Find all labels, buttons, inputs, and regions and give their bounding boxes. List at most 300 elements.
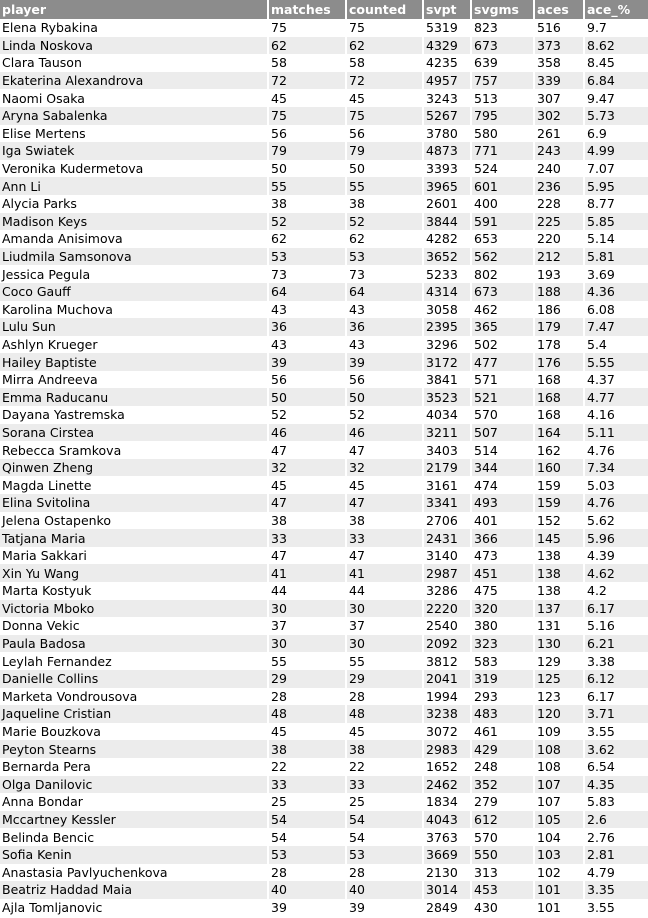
table-row — [0, 406, 648, 424]
cell-svpt: 3523 — [423, 388, 471, 406]
cell-svgms: 451 — [471, 564, 534, 582]
cell-svgms: 514 — [471, 441, 534, 459]
cell-counted: 53 — [346, 846, 423, 864]
table-row — [0, 793, 648, 811]
cell-matches: 30 — [268, 600, 346, 618]
cell-aces: 164 — [534, 424, 584, 442]
table-row — [0, 37, 648, 55]
cell-counted: 32 — [346, 459, 423, 477]
cell-matches: 39 — [268, 353, 346, 371]
cell-player: Linda Noskova — [0, 37, 268, 55]
cell-counted: 37 — [346, 617, 423, 635]
cell-counted: 45 — [346, 89, 423, 107]
cell-aces: 103 — [534, 846, 584, 864]
cell-counted: 41 — [346, 564, 423, 582]
cell-aces: 160 — [534, 459, 584, 477]
cell-counted: 38 — [346, 512, 423, 530]
cell-matches: 40 — [268, 881, 346, 899]
cell-ace-: 5.62 — [584, 512, 648, 530]
cell-aces: 516 — [534, 19, 584, 37]
cell-svpt: 3403 — [423, 441, 471, 459]
cell-svgms: 673 — [471, 283, 534, 301]
cell-counted: 45 — [346, 723, 423, 741]
cell-player: Jelena Ostapenko — [0, 512, 268, 530]
cell-player: Aryna Sabalenka — [0, 107, 268, 125]
cell-svpt: 2220 — [423, 600, 471, 618]
cell-ace-: 3.71 — [584, 705, 648, 723]
cell-ace-: 5.4 — [584, 336, 648, 354]
cell-aces: 236 — [534, 177, 584, 195]
column-header-player: player — [0, 0, 268, 19]
cell-svgms: 313 — [471, 864, 534, 882]
cell-player: Marie Bouzkova — [0, 723, 268, 741]
cell-ace-: 5.85 — [584, 213, 648, 231]
cell-matches: 54 — [268, 811, 346, 829]
cell-svpt: 2706 — [423, 512, 471, 530]
cell-aces: 138 — [534, 547, 584, 565]
table-row — [0, 54, 648, 72]
cell-aces: 243 — [534, 142, 584, 160]
table-row — [0, 494, 648, 512]
cell-player: Mccartney Kessler — [0, 811, 268, 829]
cell-svpt: 2849 — [423, 899, 471, 917]
cell-player: Bernarda Pera — [0, 758, 268, 776]
cell-svgms: 601 — [471, 177, 534, 195]
cell-counted: 45 — [346, 476, 423, 494]
cell-svgms: 673 — [471, 37, 534, 55]
table-row — [0, 230, 648, 248]
cell-aces: 145 — [534, 529, 584, 547]
cell-svgms: 524 — [471, 160, 534, 178]
cell-ace-: 8.45 — [584, 54, 648, 72]
cell-player: Coco Gauff — [0, 283, 268, 301]
cell-ace-: 5.14 — [584, 230, 648, 248]
cell-svgms: 401 — [471, 512, 534, 530]
cell-player: Dayana Yastremska — [0, 406, 268, 424]
cell-svgms: 248 — [471, 758, 534, 776]
table-row — [0, 529, 648, 547]
cell-matches: 30 — [268, 635, 346, 653]
cell-counted: 28 — [346, 864, 423, 882]
cell-svgms: 570 — [471, 828, 534, 846]
cell-ace-: 4.76 — [584, 494, 648, 512]
cell-counted: 33 — [346, 776, 423, 794]
table-row — [0, 301, 648, 319]
cell-ace-: 9.47 — [584, 89, 648, 107]
table-body — [0, 19, 648, 916]
cell-player: Sofia Kenin — [0, 846, 268, 864]
cell-svgms: 802 — [471, 265, 534, 283]
cell-svgms: 653 — [471, 230, 534, 248]
cell-counted: 39 — [346, 899, 423, 917]
cell-svpt: 2431 — [423, 529, 471, 547]
cell-matches: 73 — [268, 265, 346, 283]
cell-counted: 64 — [346, 283, 423, 301]
cell-aces: 107 — [534, 793, 584, 811]
cell-ace-: 4.36 — [584, 283, 648, 301]
cell-matches: 64 — [268, 283, 346, 301]
cell-svpt: 4043 — [423, 811, 471, 829]
table-row — [0, 248, 648, 266]
cell-svpt: 2092 — [423, 635, 471, 653]
cell-svpt: 3072 — [423, 723, 471, 741]
cell-svpt: 3211 — [423, 424, 471, 442]
cell-svpt: 3652 — [423, 248, 471, 266]
cell-counted: 28 — [346, 688, 423, 706]
cell-player: Sorana Cirstea — [0, 424, 268, 442]
cell-matches: 50 — [268, 388, 346, 406]
cell-player: Rebecca Sramkova — [0, 441, 268, 459]
column-header-svpt: svpt — [423, 0, 471, 19]
cell-svgms: 475 — [471, 582, 534, 600]
cell-svgms: 771 — [471, 142, 534, 160]
cell-svpt: 1652 — [423, 758, 471, 776]
cell-matches: 45 — [268, 476, 346, 494]
cell-player: Magda Linette — [0, 476, 268, 494]
cell-svpt: 3669 — [423, 846, 471, 864]
table-row — [0, 89, 648, 107]
cell-player: Elena Rybakina — [0, 19, 268, 37]
table-row — [0, 336, 648, 354]
cell-matches: 33 — [268, 529, 346, 547]
cell-svgms: 474 — [471, 476, 534, 494]
cell-counted: 29 — [346, 670, 423, 688]
column-header-counted: counted — [346, 0, 423, 19]
cell-matches: 36 — [268, 318, 346, 336]
cell-ace-: 6.54 — [584, 758, 648, 776]
cell-counted: 50 — [346, 388, 423, 406]
cell-counted: 75 — [346, 19, 423, 37]
cell-matches: 72 — [268, 72, 346, 90]
cell-ace-: 6.08 — [584, 301, 648, 319]
cell-svgms: 507 — [471, 424, 534, 442]
cell-ace-: 4.99 — [584, 142, 648, 160]
cell-player: Beatriz Haddad Maia — [0, 881, 268, 899]
cell-svgms: 521 — [471, 388, 534, 406]
cell-aces: 108 — [534, 758, 584, 776]
cell-svgms: 477 — [471, 353, 534, 371]
cell-counted: 79 — [346, 142, 423, 160]
cell-aces: 129 — [534, 652, 584, 670]
cell-player: Liudmila Samsonova — [0, 248, 268, 266]
cell-svpt: 3844 — [423, 213, 471, 231]
cell-matches: 75 — [268, 107, 346, 125]
column-header-aces: aces — [534, 0, 584, 19]
table-row — [0, 283, 648, 301]
cell-counted: 73 — [346, 265, 423, 283]
cell-ace-: 6.84 — [584, 72, 648, 90]
cell-matches: 55 — [268, 177, 346, 195]
cell-svgms: 580 — [471, 125, 534, 143]
table-row — [0, 723, 648, 741]
table-row — [0, 512, 648, 530]
cell-player: Olga Danilovic — [0, 776, 268, 794]
cell-counted: 52 — [346, 213, 423, 231]
cell-matches: 38 — [268, 740, 346, 758]
table-row — [0, 424, 648, 442]
table-row — [0, 600, 648, 618]
cell-aces: 188 — [534, 283, 584, 301]
cell-aces: 120 — [534, 705, 584, 723]
cell-aces: 131 — [534, 617, 584, 635]
cell-svpt: 3140 — [423, 547, 471, 565]
table-row — [0, 705, 648, 723]
cell-matches: 29 — [268, 670, 346, 688]
cell-svgms: 583 — [471, 652, 534, 670]
cell-svgms: 380 — [471, 617, 534, 635]
cell-svpt: 4957 — [423, 72, 471, 90]
cell-svpt: 3965 — [423, 177, 471, 195]
cell-matches: 45 — [268, 723, 346, 741]
cell-counted: 44 — [346, 582, 423, 600]
cell-svpt: 2601 — [423, 195, 471, 213]
cell-player: Hailey Baptiste — [0, 353, 268, 371]
cell-player: Ann Li — [0, 177, 268, 195]
cell-counted: 54 — [346, 828, 423, 846]
cell-ace-: 7.07 — [584, 160, 648, 178]
cell-ace-: 4.35 — [584, 776, 648, 794]
cell-aces: 225 — [534, 213, 584, 231]
table-row — [0, 195, 648, 213]
cell-aces: 138 — [534, 582, 584, 600]
cell-player: Elina Svitolina — [0, 494, 268, 512]
cell-matches: 52 — [268, 213, 346, 231]
cell-player: Elise Mertens — [0, 125, 268, 143]
cell-ace-: 4.39 — [584, 547, 648, 565]
cell-svgms: 795 — [471, 107, 534, 125]
cell-matches: 47 — [268, 441, 346, 459]
cell-counted: 46 — [346, 424, 423, 442]
cell-counted: 39 — [346, 353, 423, 371]
table-row — [0, 881, 648, 899]
cell-ace-: 3.55 — [584, 899, 648, 917]
cell-player: Marketa Vondrousova — [0, 688, 268, 706]
table-row — [0, 582, 648, 600]
cell-svgms: 571 — [471, 371, 534, 389]
cell-player: Ashlyn Krueger — [0, 336, 268, 354]
cell-player: Danielle Collins — [0, 670, 268, 688]
cell-svpt: 3812 — [423, 652, 471, 670]
table-row — [0, 547, 648, 565]
cell-player: Mirra Andreeva — [0, 371, 268, 389]
cell-aces: 176 — [534, 353, 584, 371]
cell-svpt: 3341 — [423, 494, 471, 512]
cell-ace-: 6.21 — [584, 635, 648, 653]
cell-counted: 22 — [346, 758, 423, 776]
cell-counted: 62 — [346, 37, 423, 55]
cell-player: Anna Bondar — [0, 793, 268, 811]
cell-matches: 55 — [268, 652, 346, 670]
cell-ace-: 4.76 — [584, 441, 648, 459]
cell-matches: 46 — [268, 424, 346, 442]
cell-aces: 302 — [534, 107, 584, 125]
cell-svgms: 823 — [471, 19, 534, 37]
cell-aces: 168 — [534, 406, 584, 424]
cell-counted: 43 — [346, 336, 423, 354]
cell-player: Clara Tauson — [0, 54, 268, 72]
cell-matches: 32 — [268, 459, 346, 477]
cell-svgms: 400 — [471, 195, 534, 213]
cell-matches: 52 — [268, 406, 346, 424]
table-header — [0, 0, 648, 19]
column-header-ace-: ace_% — [584, 0, 648, 19]
cell-svgms: 279 — [471, 793, 534, 811]
cell-aces: 125 — [534, 670, 584, 688]
table-row — [0, 740, 648, 758]
cell-ace-: 5.16 — [584, 617, 648, 635]
cell-ace-: 5.95 — [584, 177, 648, 195]
cell-player: Victoria Mboko — [0, 600, 268, 618]
cell-matches: 47 — [268, 494, 346, 512]
cell-ace-: 3.69 — [584, 265, 648, 283]
cell-ace-: 4.79 — [584, 864, 648, 882]
cell-svgms: 366 — [471, 529, 534, 547]
cell-matches: 62 — [268, 37, 346, 55]
cell-matches: 50 — [268, 160, 346, 178]
cell-player: Ekaterina Alexandrova — [0, 72, 268, 90]
cell-svpt: 3238 — [423, 705, 471, 723]
cell-player: Xin Yu Wang — [0, 564, 268, 582]
table-row — [0, 828, 648, 846]
cell-aces: 178 — [534, 336, 584, 354]
cell-matches: 38 — [268, 195, 346, 213]
table-row — [0, 371, 648, 389]
cell-matches: 43 — [268, 336, 346, 354]
cell-counted: 30 — [346, 600, 423, 618]
header-row — [0, 0, 648, 19]
cell-player: Qinwen Zheng — [0, 459, 268, 477]
table-row — [0, 318, 648, 336]
table-row — [0, 72, 648, 90]
cell-counted: 50 — [346, 160, 423, 178]
cell-aces: 152 — [534, 512, 584, 530]
cell-svpt: 4235 — [423, 54, 471, 72]
cell-svpt: 2395 — [423, 318, 471, 336]
cell-counted: 38 — [346, 195, 423, 213]
cell-player: Alycia Parks — [0, 195, 268, 213]
cell-aces: 102 — [534, 864, 584, 882]
cell-svpt: 2130 — [423, 864, 471, 882]
table-row — [0, 142, 648, 160]
cell-svpt: 4873 — [423, 142, 471, 160]
cell-ace-: 4.77 — [584, 388, 648, 406]
cell-player: Naomi Osaka — [0, 89, 268, 107]
table-row — [0, 353, 648, 371]
cell-player: Marta Kostyuk — [0, 582, 268, 600]
cell-aces: 101 — [534, 899, 584, 917]
cell-ace-: 4.37 — [584, 371, 648, 389]
cell-counted: 54 — [346, 811, 423, 829]
cell-svpt: 3393 — [423, 160, 471, 178]
cell-svpt: 4314 — [423, 283, 471, 301]
cell-svgms: 493 — [471, 494, 534, 512]
cell-aces: 168 — [534, 388, 584, 406]
cell-ace-: 3.35 — [584, 881, 648, 899]
cell-player: Ajla Tomljanovic — [0, 899, 268, 917]
cell-aces: 123 — [534, 688, 584, 706]
table-row — [0, 670, 648, 688]
cell-counted: 43 — [346, 301, 423, 319]
cell-player: Maria Sakkari — [0, 547, 268, 565]
cell-svpt: 3172 — [423, 353, 471, 371]
cell-aces: 104 — [534, 828, 584, 846]
cell-aces: 101 — [534, 881, 584, 899]
table-row — [0, 441, 648, 459]
table-row — [0, 19, 648, 37]
cell-player: Jaqueline Cristian — [0, 705, 268, 723]
table-row — [0, 617, 648, 635]
cell-svpt: 3763 — [423, 828, 471, 846]
cell-player: Iga Swiatek — [0, 142, 268, 160]
cell-aces: 162 — [534, 441, 584, 459]
cell-svgms: 502 — [471, 336, 534, 354]
table-row — [0, 213, 648, 231]
cell-svpt: 2179 — [423, 459, 471, 477]
cell-counted: 55 — [346, 652, 423, 670]
cell-matches: 53 — [268, 846, 346, 864]
cell-ace-: 6.12 — [584, 670, 648, 688]
cell-player: Madison Keys — [0, 213, 268, 231]
cell-svgms: 461 — [471, 723, 534, 741]
cell-counted: 72 — [346, 72, 423, 90]
cell-player: Veronika Kudermetova — [0, 160, 268, 178]
cell-ace-: 2.76 — [584, 828, 648, 846]
cell-svgms: 344 — [471, 459, 534, 477]
cell-ace-: 3.38 — [584, 652, 648, 670]
cell-svgms: 429 — [471, 740, 534, 758]
cell-matches: 44 — [268, 582, 346, 600]
table-row — [0, 899, 648, 917]
cell-svpt: 2041 — [423, 670, 471, 688]
cell-aces: 130 — [534, 635, 584, 653]
cell-svpt: 5233 — [423, 265, 471, 283]
cell-svpt: 3780 — [423, 125, 471, 143]
cell-player: Emma Raducanu — [0, 388, 268, 406]
cell-player: Amanda Anisimova — [0, 230, 268, 248]
cell-aces: 109 — [534, 723, 584, 741]
cell-aces: 107 — [534, 776, 584, 794]
cell-matches: 43 — [268, 301, 346, 319]
table-row — [0, 125, 648, 143]
table-row — [0, 864, 648, 882]
cell-aces: 105 — [534, 811, 584, 829]
cell-ace-: 4.16 — [584, 406, 648, 424]
cell-svpt: 3058 — [423, 301, 471, 319]
cell-svpt: 1994 — [423, 688, 471, 706]
cell-matches: 33 — [268, 776, 346, 794]
cell-counted: 55 — [346, 177, 423, 195]
cell-aces: 159 — [534, 476, 584, 494]
cell-svpt: 4329 — [423, 37, 471, 55]
cell-aces: 186 — [534, 301, 584, 319]
cell-svgms: 513 — [471, 89, 534, 107]
cell-svgms: 320 — [471, 600, 534, 618]
cell-matches: 38 — [268, 512, 346, 530]
cell-svpt: 2540 — [423, 617, 471, 635]
cell-aces: 137 — [534, 600, 584, 618]
cell-player: Tatjana Maria — [0, 529, 268, 547]
cell-svgms: 453 — [471, 881, 534, 899]
cell-svgms: 562 — [471, 248, 534, 266]
cell-svpt: 2987 — [423, 564, 471, 582]
cell-aces: 179 — [534, 318, 584, 336]
cell-ace-: 6.17 — [584, 688, 648, 706]
cell-ace-: 8.62 — [584, 37, 648, 55]
cell-svgms: 365 — [471, 318, 534, 336]
table-row — [0, 388, 648, 406]
cell-ace-: 4.62 — [584, 564, 648, 582]
cell-matches: 28 — [268, 864, 346, 882]
